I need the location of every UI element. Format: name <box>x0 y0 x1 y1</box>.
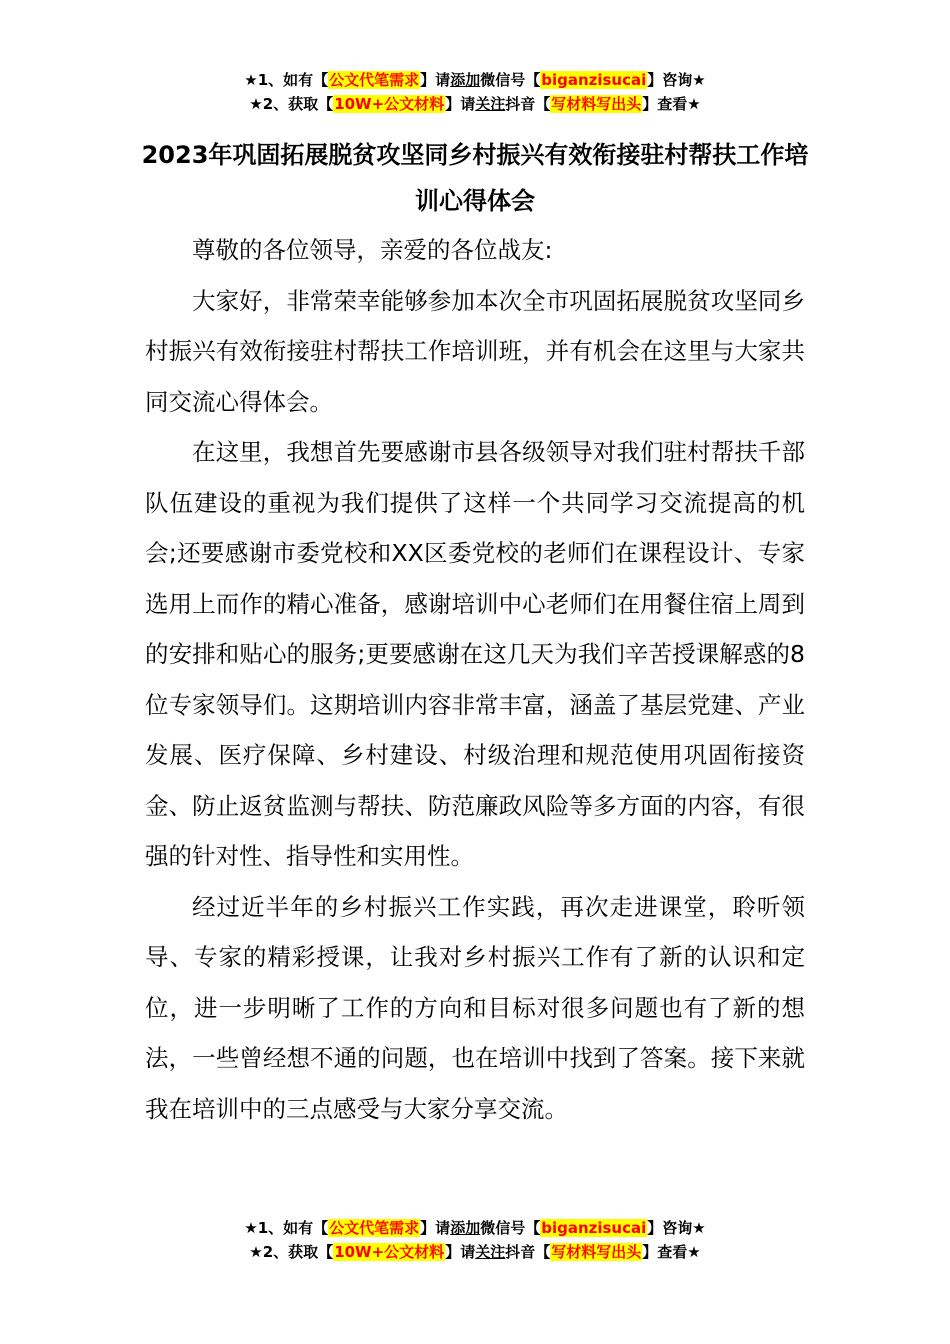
banner-underlined-text: 关注 <box>475 1243 506 1261</box>
banner-highlight: 公文代笔需求 <box>329 71 420 89</box>
banner-text: 】请 <box>445 95 476 113</box>
banner-text: 】咨询★ <box>647 71 706 89</box>
banner-highlight: 10W+公文材料 <box>334 95 445 113</box>
bottom-banner <box>0 1216 950 1264</box>
banner-text: 】请 <box>420 1219 451 1237</box>
banner-text: 】请 <box>445 1243 476 1261</box>
document-body <box>145 225 805 1134</box>
banner-underlined-text: 添加 <box>450 1219 481 1237</box>
banner-highlight: biganzisucai <box>541 71 647 89</box>
banner-line-1 <box>0 68 950 92</box>
salutation: 尊敬的各位领导，亲爱的各位战友: <box>192 236 553 264</box>
banner-text: ★2、获取【 <box>249 1243 334 1261</box>
banner-underlined-text: 添加 <box>450 71 481 89</box>
banner-text: 】查看★ <box>642 95 701 113</box>
banner-text: ★2、获取【 <box>249 95 334 113</box>
banner-text: 】查看★ <box>642 1243 701 1261</box>
banner-text: ★1、如有【 <box>244 1219 329 1237</box>
banner-line-1 <box>0 1216 950 1240</box>
banner-text: 】咨询★ <box>647 1219 706 1237</box>
top-banner <box>0 68 950 116</box>
banner-highlight: biganzisucai <box>541 1219 647 1237</box>
banner-line-2 <box>0 1240 950 1264</box>
banner-text: 微信号【 <box>480 1219 541 1237</box>
banner-underlined-text: 关注 <box>475 95 506 113</box>
paragraph: 大家好，非常荣幸能够参加本次全市巩固拓展脱贫攻坚同乡村振兴有效衔接驻村帮扶工作培训班，并有机会在这里与大家共同交流心得体会。 <box>145 286 805 416</box>
document-title: 2023年巩固拓展脱贫攻坚同乡村振兴有效衔接驻村帮扶工作培训心得体会 <box>141 141 809 215</box>
banner-text: 微信号【 <box>480 71 541 89</box>
banner-text: 抖音【 <box>505 1243 551 1261</box>
banner-text: ★1、如有【 <box>244 71 329 89</box>
banner-highlight: 写材料写出头 <box>551 1243 642 1261</box>
banner-highlight: 公文代笔需求 <box>329 1219 420 1237</box>
banner-line-2 <box>0 92 950 116</box>
paragraph: 在这里，我想首先要感谢市县各级领导对我们驻村帮扶千部队伍建设的重视为我们提供了这样一个共同学习交流提高的机会;还要感谢市委党校和XX区委党校的老师们在课程设计、专家选用上而作的精心准备，感谢培训中心老师们在用餐住宿上周到的安排和贴心的服务;更要感谢在这几天为我们辛苦授课解惑的8位专家领导们。这期培训内容非常丰富，涵盖了基层党建、产业发展、医疗保障、乡村建设、村级治理和规范使用巩固衔接资金、防止返贫监测与帮扶、防范廉政风险等多方面的内容，有很强的针对性、指导性和实用性。 <box>145 438 805 870</box>
banner-highlight: 10W+公文材料 <box>334 1243 445 1261</box>
banner-text: 】请 <box>420 71 451 89</box>
banner-highlight: 写材料写出头 <box>551 95 642 113</box>
paragraph: 经过近半年的乡村振兴工作实践，再次走进课堂，聆听领导、专家的精彩授课，让我对乡村振兴工作有了新的认识和定位，进一步明晰了工作的方向和目标对很多问题也有了新的想法，一些曾经想不通的问题，也在培训中找到了答案。接下来就我在培训中的三点感受与大家分享交流。 <box>145 892 805 1123</box>
banner-text: 抖音【 <box>505 95 551 113</box>
